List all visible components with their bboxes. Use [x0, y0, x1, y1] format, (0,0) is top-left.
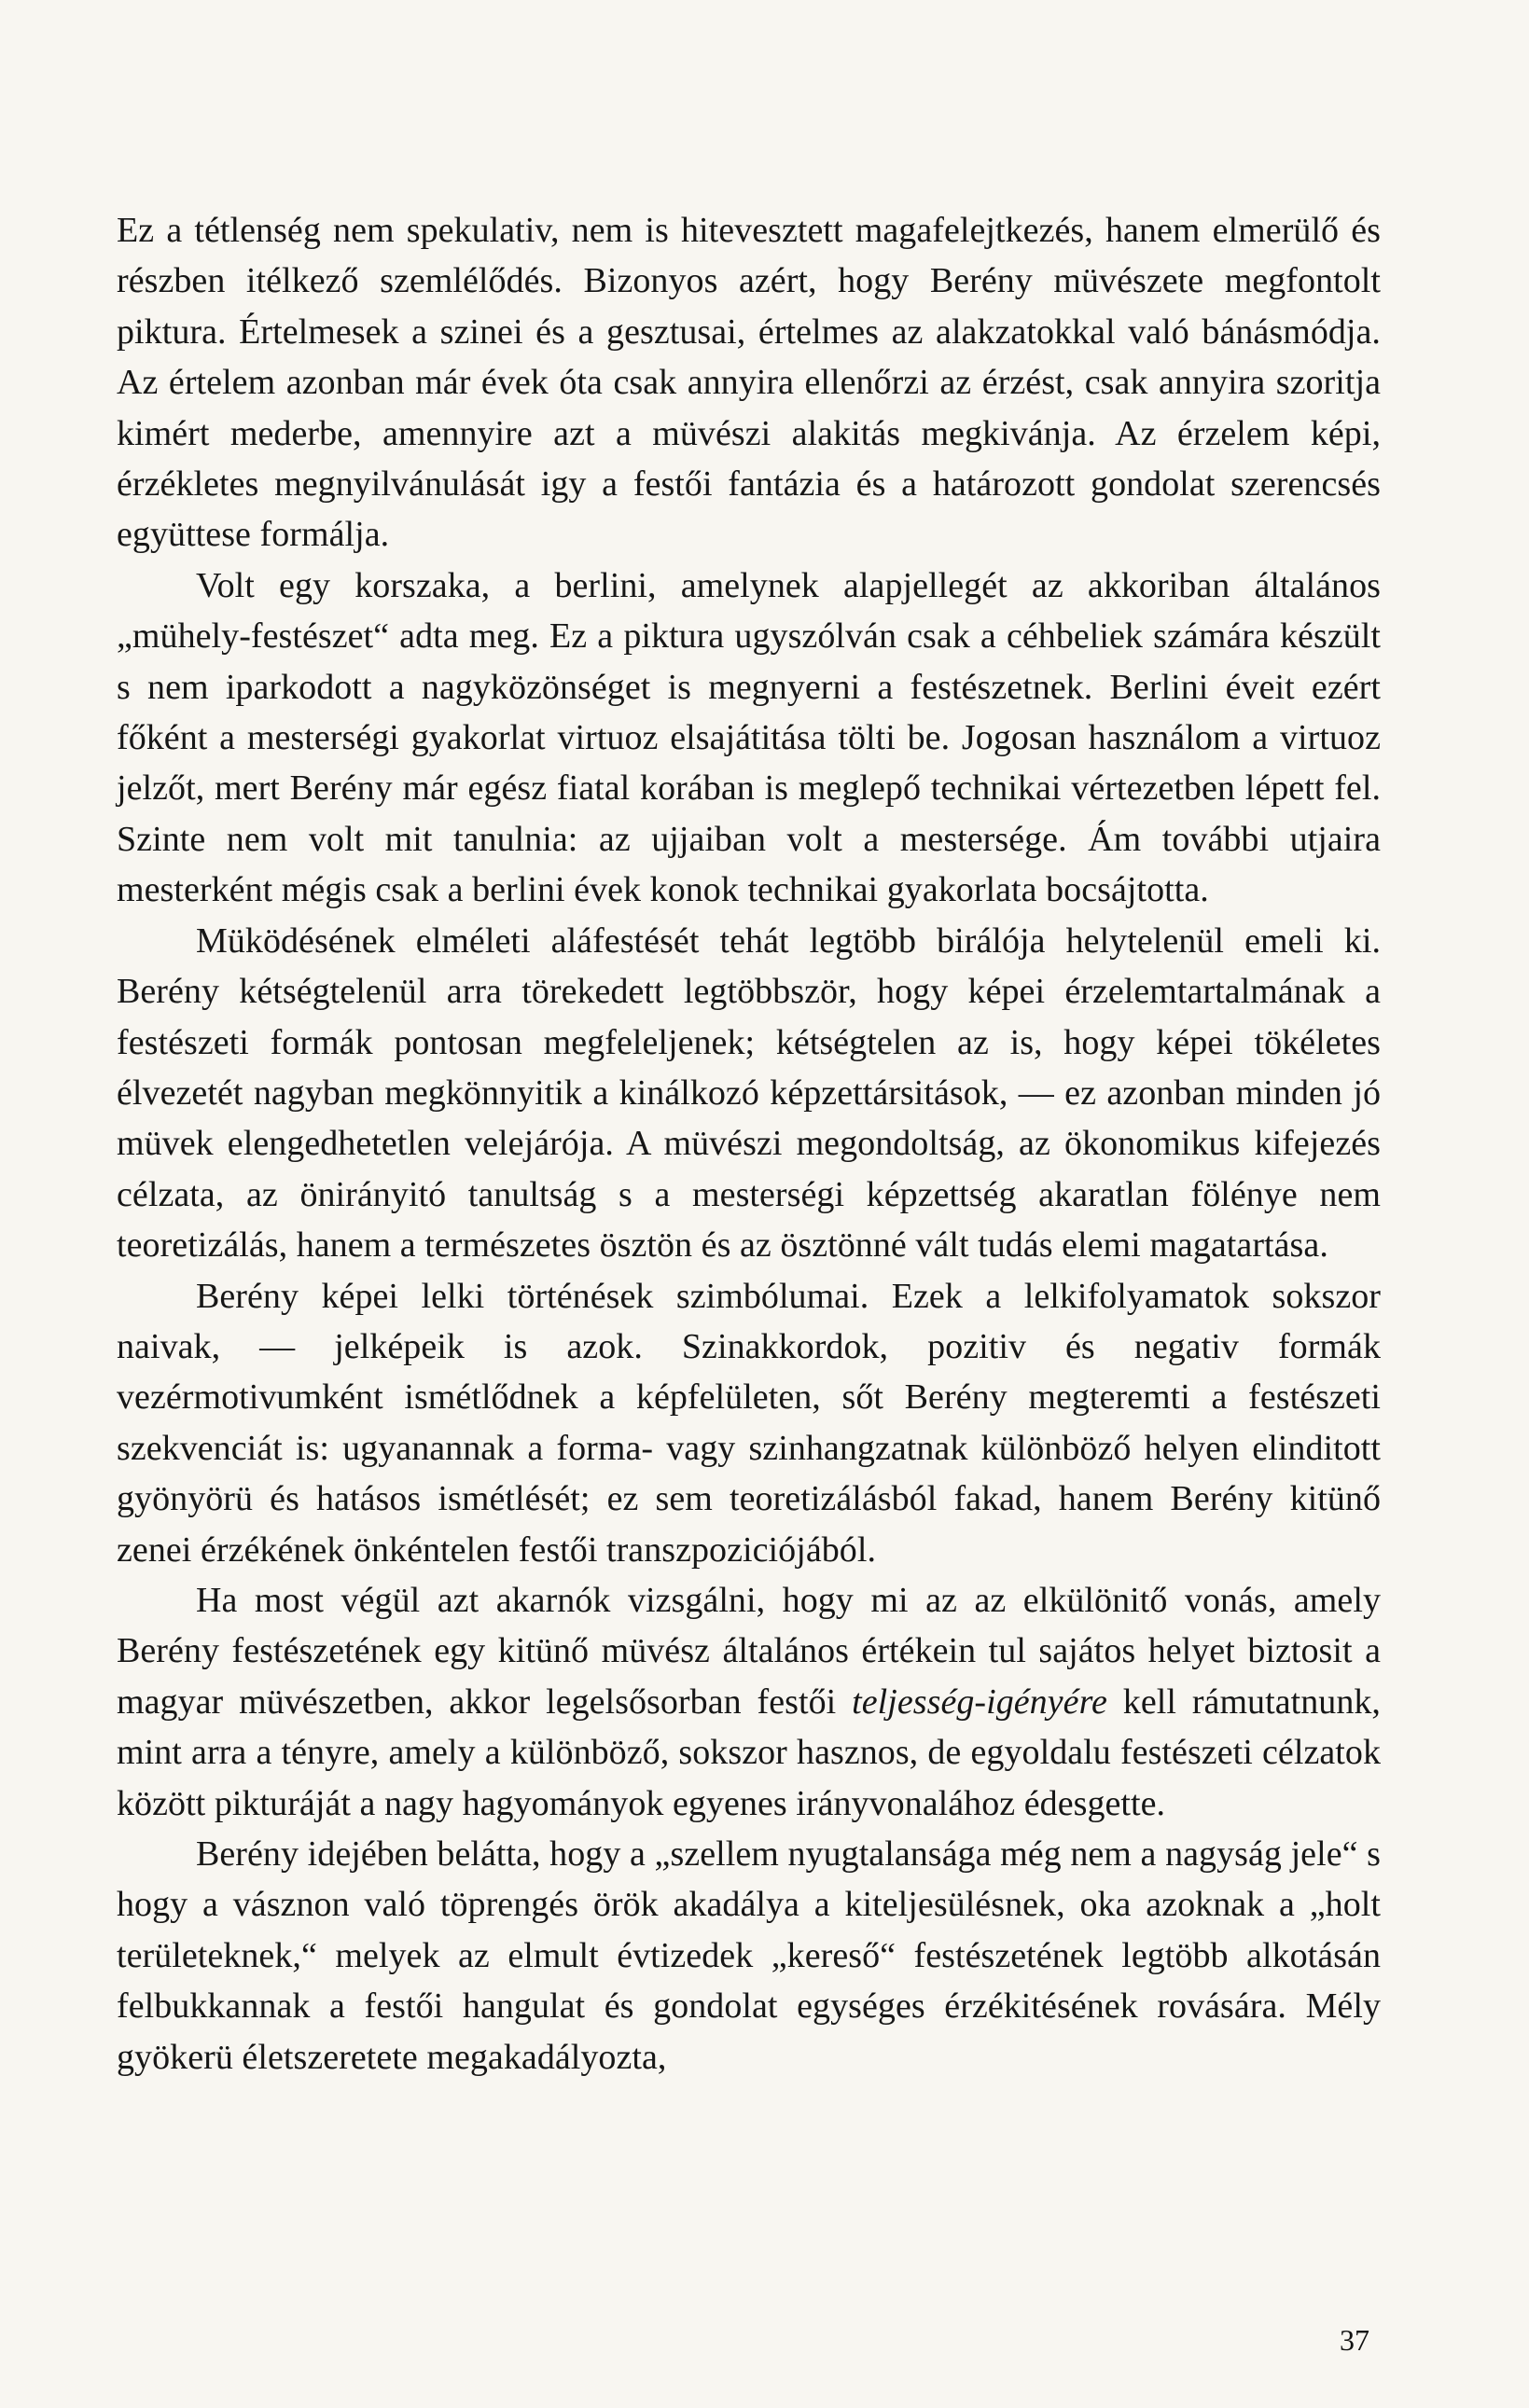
paragraph-4: Berény képei lelki történések szimbólumai. Ezek a lelkifolyamatok sokszor naivak, — jelképeik is azok. Szinakkordok, pozitiv és negativ formák vezérmotivumként ismétlődnek a képfelületen, sőt Berény megteremti a festészeti szekvenciát is: ugyanannak a forma- vagy szinhangzatnak különböző helyen elinditott gyönyörü és hatásos ismétlését; ez sem teoretizálásból fakad, hanem Berény kitünő zenei érzékének önkéntelen festői transzpoziciójából. — [117, 1276, 1381, 1570]
paragraph-6: Berény idejében belátta, hogy a „szellem nyugtalansága még nem a nagyság jele“ s hogy a vásznon való töprengés örök akadálya a kiteljesülésnek, oka azoknak a „holt területeknek,“ melyek az elmult évtizedek „kereső“ festészetének legtöbb alkotásán felbukkannak a festői hangulat és gondolat egységes érzékitésének rovására. Mély gyökerü életszeretete megakadályozta, — [117, 1834, 1381, 2077]
paragraph-3: Müködésének elméleti aláfestését tehát legtöbb birálója helytelenül emeli ki. Berény kétségtelenül arra törekedett legtöbbször, hogy képei érzelemtartalmának a festészeti formák pontosan megfeleljenek; kétségtelen az is, hogy képei tökéletes élvezetét nagyban megkönnyitik a kinálkozó képzettársitások, — ez azonban minden jó müvek elengedhetetlen velejárója. A müvészi megondoltság, az ökonomikus kifejezés célzata, az önirányitó tanultság s a mesterségi képzettség akaratlan fölénye nem teoretizálás, hanem a természetes ösztön és az ösztönné vált tudás elemi magatartása. — [117, 920, 1381, 1266]
main-body-text — [117, 205, 1381, 2083]
italic-emphasis: teljesség-igényére — [852, 1681, 1107, 1722]
paragraph-2: Volt egy korszaka, a berlini, amelynek alapjellegét az akkoriban általános „mühely-festészet“ adta meg. Ez a piktura ugyszólván csak a céhbeliek számára készült s nem iparkodott a nagyközönséget is megnyerni a festészetnek. Berlini éveit ezért főként a mesterségi gyakorlat virtuoz elsajátitása tölti be. Jogosan használom a virtuoz jelzőt, mert Berény már egész fiatal korában is meglepő technikai vértezetben lépett fel. Szinte nem volt mit tanulnia: az ujjaiban volt a mestersége. Ám további utjaira mesterként mégis csak a berlini évek konok technikai gyakorlata bocsájtotta. — [117, 565, 1381, 910]
paragraph-5 — [117, 1575, 1381, 1829]
page-number: 37 — [1340, 2323, 1369, 2357]
paragraph-5-end: kell rámutatnunk, mint arra a tényre, amely a különböző, sokszor hasznos, de egyoldalu festészeti célzatok között pikturáját a nagy hagyományok egyenes irányvonalához édesgette. — [117, 1681, 1381, 1823]
paragraph-5-start: Ha most végül azt akarnók vizsgálni, hogy mi az az elkülönitő vonás, amely Berény festészetének egy kitünő müvész általános értékein tul sajátos helyet biztosit a magyar müvészetben, akkor legelsősorban festői — [117, 1580, 1381, 1722]
paragraph-1: Ez a tétlenség nem spekulativ, nem is hitevesztett magafelejtkezés, hanem elmerülő és részben itélkező szemlélődés. Bizonyos azért, hogy Berény müvészete megfontolt piktura. Értelmesek a szinei és a gesztusai, értelmes az alakzatokkal való bánásmódja. Az értelem azonban már évek óta csak annyira ellenőrzi az érzést, csak annyira szoritja kimért mederbe, amennyire azt a müvészi alakitás megkivánja. Az érzelem képi, érzékletes megnyilvánulását igy a festői fantázia és a határozott gondolat szerencsés együttese formálja. — [117, 211, 1381, 555]
